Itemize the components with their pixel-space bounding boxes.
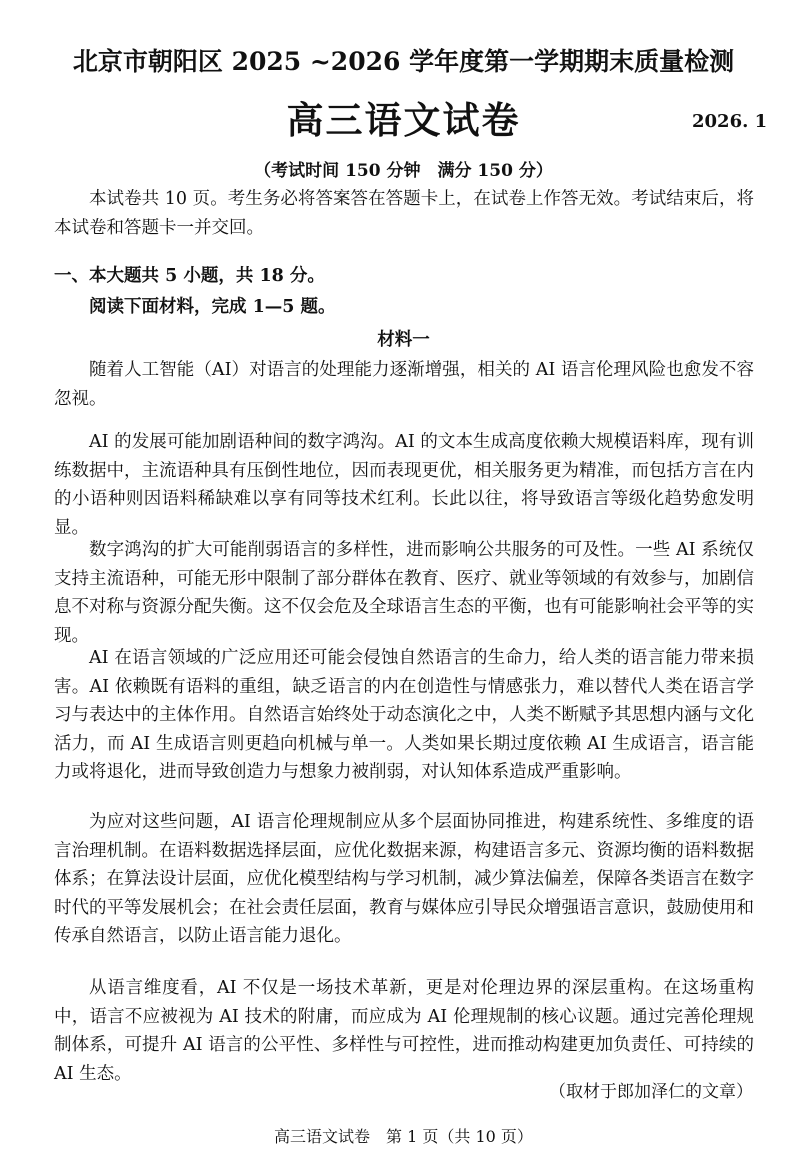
material-one-title: 材料一 [377,330,430,350]
exam-name: 北京市朝阳区 2025 ~2026 学年度第一学期期末质量检测 [72,47,735,76]
exam-date: 2026. 1 [692,111,768,132]
paper-title: 高三语文试卷 [286,98,521,142]
source-note: （取材于郎加泽仁的文章） [549,1082,753,1102]
material-paragraph: 随着人工智能（AI）对语言的处理能力逐渐增强，相关的 AI 语言伦理风险也愈发不容忽视。 [54,360,754,409]
material-paragraph: 从语言维度看，AI 不仅是一场技术革新，更是对伦理边界的深层重构。在这场重构中，语言不应被视为 AI 技术的附庸，而应成为 AI 伦理规制的核心议题。通过完善伦理规制体系，可提升 AI 语言的公平性、多样性与可控性，进而推动构建更加负责任、可持续的 AI 生态。 [54,978,754,1084]
section-one-heading: 一、本大题共 5 小题，共 18 分。 [54,266,325,286]
material-paragraph: AI 的发展可能加剧语种间的数字鸿沟。AI 的文本生成高度依赖大规模语料库，现有训练数据中，主流语种具有压倒性地位，因而表现更优，相关服务更为精准，而包括方言在内的小语种则因语料稀缺难以享有同等技术红利。长此以往，将导致语言等级化趋势愈发明显。 [54,432,754,538]
material-paragraph: AI 在语言领域的广泛应用还可能会侵蚀自然语言的生命力，给人类的语言能力带来损害。AI 依赖既有语料的重组，缺乏语言的内在创造性与情感张力，难以替代人类在语言学习与表达中的主体作用。自然语言始终处于动态演化之中，人类不断赋予其思想内涵与文化活力，而 AI 生成语言则更趋向机械与单一。人类如果长期过度依赖 AI 生成语言，语言能力或将退化，进而导致创造力与想象力被削弱，对认知体系造成严重影响。 [54,648,754,782]
page-footer: 高三语文试卷 第 1 页（共 10 页） [274,1127,533,1146]
section-one-directive: 阅读下面材料，完成 1—5 题。 [89,297,336,317]
exam-time-limit: （考试时间 150 分钟 满分 150 分） [254,161,553,181]
material-paragraph: 为应对这些问题，AI 语言伦理规制应从多个层面协同推进，构建系统性、多维度的语言治理机制。在语料数据选择层面，应优化数据来源，构建语言多元、资源均衡的语料数据体系；在算法设计层面，应优化模型结构与学习机制，减少算法偏差，保障各类语言在数字时代的平等发展机会；在社会责任层面，教育与媒体应引导民众增强语言意识，鼓励使用和传承自然语言，以防止语言能力退化。 [54,812,754,946]
exam-instructions: 本试卷共 10 页。考生务必将答案答在答题卡上，在试卷上作答无效。考试结束后，将本试卷和答题卡一并交回。 [54,189,754,238]
material-paragraph: 数字鸿沟的扩大可能削弱语言的多样性，进而影响公共服务的可及性。一些 AI 系统仅支持主流语种，可能无形中限制了部分群体在教育、医疗、就业等领域的有效参与，加剧信息不对称与资源分配失衡。这不仅会危及全球语言生态的平衡，也有可能影响社会平等的实现。 [54,540,754,646]
